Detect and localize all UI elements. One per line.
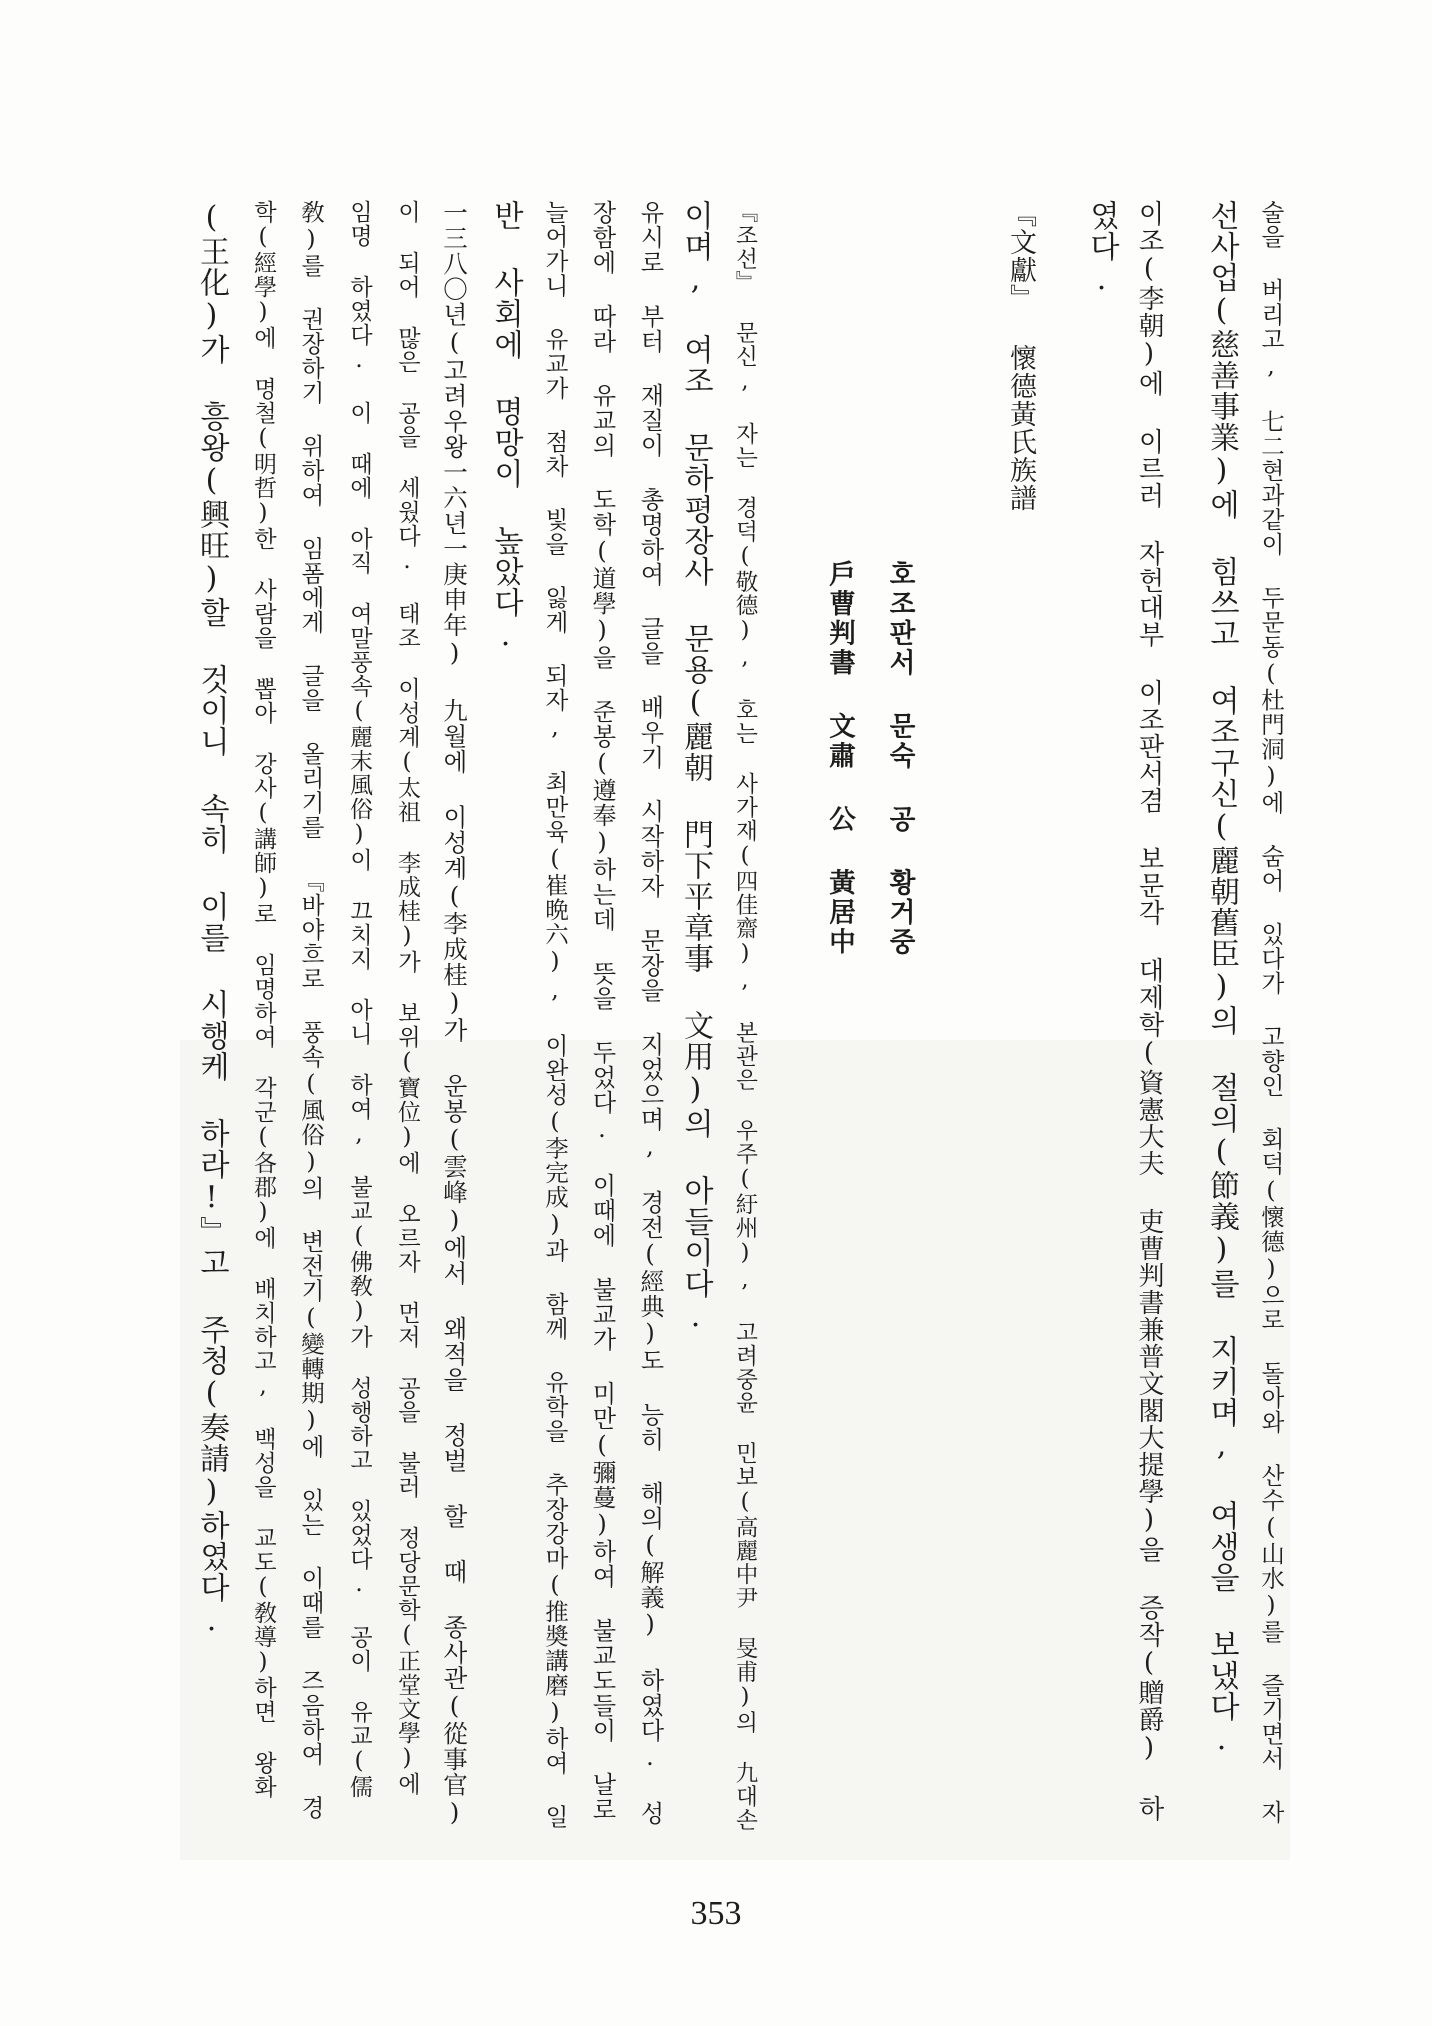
text-column: 이 되어 많은 공을 세웠다. 태조 이성계(太祖 李成桂)가 보위(寶位)에 오르자 먼저 공을 불러 정당문학(正堂文學)에 bbox=[394, 200, 420, 1796]
text-column: 선사업(慈善事業)에 힘쓰고 여조구신(麗朝舊臣)의 절의(節義)를 지키며, 여생을 보냈다. bbox=[1204, 200, 1239, 1758]
text-column: 장함에 따라 유교의 도학(道學)을 준봉(遵奉)하는데 뜻을 두었다. 이때에 불교가 미만(彌蔓)하여 불교도들이 날로 bbox=[588, 200, 616, 1822]
section-title-korean: 호조판서 문숙 공 황거중 bbox=[884, 560, 915, 957]
citation: 『文獻』 懷德黃氏族譜 bbox=[1005, 200, 1036, 512]
text-column: 학(經學)에 명철(明哲)한 사람을 뽑아 강사(講師)로 임명하여 각군(各郡)에 배치하고, 백성을 교도(敎導)하면 왕화 bbox=[250, 200, 276, 1799]
text-column: 『조선』 문신, 자는 경덕(敬德), 호는 사가재(四佳齋), 본관은 우주(紆州), 고려중윤 민보(高麗中尹 旻甫)의 九대손 bbox=[732, 200, 758, 1832]
text-column: 늘어가니 유교가 점차 빛을 잃게 되자, 최만육(崔晩六), 이완성(李完成)과 함께 유학을 추장강마(推奬講磨)하여 일 bbox=[541, 200, 569, 1829]
text-column: 였다. bbox=[1084, 200, 1119, 298]
text-column: 유시로 부터 재질이 총명하여 글을 배우기 시작하자 문장을 지었으며, 경전(經典)도 능히 해의(解義) 하였다. 성 bbox=[636, 200, 664, 1826]
text-column: (王化)가 흥왕(興旺)할 것이니 속히 이를 시행케 하라!』고 주청(奏請)하였다. bbox=[194, 200, 229, 1639]
text-column: 이조(李朝)에 이르러 자헌대부 이조판서겸 보문각 대제학(資憲大夫 吏曹判書兼普文閣大提學)을 증작(贈爵) 하 bbox=[1134, 200, 1164, 1822]
text-column: 반 사회에 명망이 높았다. bbox=[488, 200, 523, 654]
text-column: 一三八〇년(고려우왕一六년一庚申年) 九월에 이성계(李成桂)가 운봉(雲峰)에서 왜적을 정벌 할 때 종사관(從事官) bbox=[440, 200, 469, 1828]
text-column: 이며, 여조 문하평장사 문용(麗朝 門下平章事 文用)의 아들이다. bbox=[678, 200, 713, 1335]
text-column: 술을 버리고, 七二현과같이 두문동(杜門洞)에 숨어 있다가 고향인 회덕(懷德)으로 돌아와 산수(山水)를 즐기면서 자 bbox=[1257, 200, 1285, 1825]
text-column: 임명 하였다. 이 때에 아직 여말풍속(麗末風俗)이 끄치지 아니 하여, 불교(佛敎)가 성행하고 있었다. 공이 유교(儒 bbox=[346, 200, 372, 1799]
section-title-hanja: 戶曹判書 文肅 公 黃居中 bbox=[824, 560, 855, 957]
page-number: 353 bbox=[690, 1895, 742, 1932]
text-column: 敎)를 권장하기 위하여 임폼에게 글을 올리기를 『바야흐로 풍속(風俗)의 변전기(變轉期)에 있는 이때를 즈음하여 경 bbox=[297, 200, 325, 1820]
